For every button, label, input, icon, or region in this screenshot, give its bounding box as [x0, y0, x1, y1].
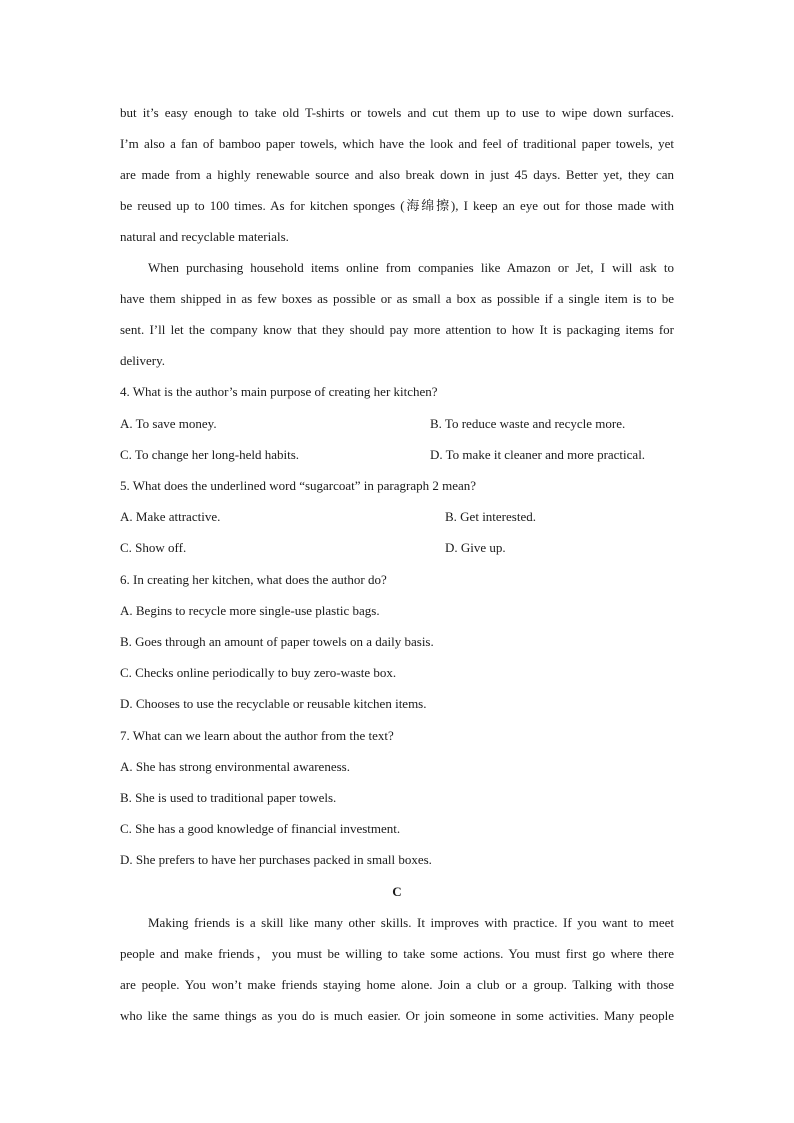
answer-option: A. She has strong environmental awareness.: [120, 759, 350, 774]
passage-line: are made from a highly renewable source and also break down in just 45 days. Better yet, they can: [120, 167, 674, 182]
passage-line: but it’s easy enough to take old T-shirts or towels and cut them up to use to wipe down surfaces.: [120, 105, 674, 120]
question-stem: 6. In creating her kitchen, what does the author do?: [120, 572, 387, 587]
answer-option: D. To make it cleaner and more practical.: [430, 447, 646, 462]
answer-option: C. Checks online periodically to buy zero-waste box.: [120, 665, 397, 680]
answer-option: B. To reduce waste and recycle more.: [430, 416, 626, 431]
answer-option: D. Chooses to use the recyclable or reusable kitchen items.: [120, 696, 427, 711]
passage-line: be reused up to 100 times. As for kitchen sponges (海绵擦), I keep an eye out for those made with: [120, 198, 674, 213]
section-heading: C: [392, 884, 402, 899]
answer-option: D. She prefers to have her purchases packed in small boxes.: [120, 852, 432, 867]
passage-line: sent. I’ll let the company know that they should pay more attention to how It is packaging items for: [120, 322, 674, 337]
passage-line: people and make friends，you must be willing to take some actions. You must first go where there: [120, 946, 674, 961]
answer-option: A. Begins to recycle more single-use plastic bags.: [120, 603, 380, 618]
answer-option: A. To save money.: [120, 416, 217, 431]
answer-option: C. Show off.: [120, 540, 187, 555]
passage-line: have them shipped in as few boxes as possible or as small a box as possible if a single item is to be: [120, 291, 674, 306]
answer-option: C. She has a good knowledge of financial investment.: [120, 821, 401, 836]
question-stem: 4. What is the author’s main purpose of creating her kitchen?: [120, 384, 438, 399]
passage-line: Making friends is a skill like many other skills. It improves with practice. If you want to meet: [148, 915, 674, 930]
answer-option: B. Goes through an amount of paper towels on a daily basis.: [120, 634, 434, 649]
answer-option: B. She is used to traditional paper towels.: [120, 790, 337, 805]
passage-line: delivery.: [120, 353, 165, 368]
passage-line: I’m also a fan of bamboo paper towels, which have the look and feel of traditional paper towels, yet: [120, 136, 674, 151]
passage-line: natural and recyclable materials.: [120, 229, 289, 244]
answer-option: C. To change her long-held habits.: [120, 447, 300, 462]
answer-option: B. Get interested.: [445, 509, 536, 524]
passage-line: who like the same things as you do is much easier. Or join someone in some activities. Many people: [120, 1008, 674, 1023]
passage-line: are people. You won’t make friends staying home alone. Join a club or a group. Talking with those: [120, 977, 674, 992]
question-stem: 5. What does the underlined word “sugarcoat” in paragraph 2 mean?: [120, 478, 477, 493]
answer-option: D. Give up.: [445, 540, 506, 555]
question-stem: 7. What can we learn about the author from the text?: [120, 728, 394, 743]
passage-line: When purchasing household items online from companies like Amazon or Jet, I will ask to: [148, 260, 674, 275]
answer-option: A. Make attractive.: [120, 509, 221, 524]
